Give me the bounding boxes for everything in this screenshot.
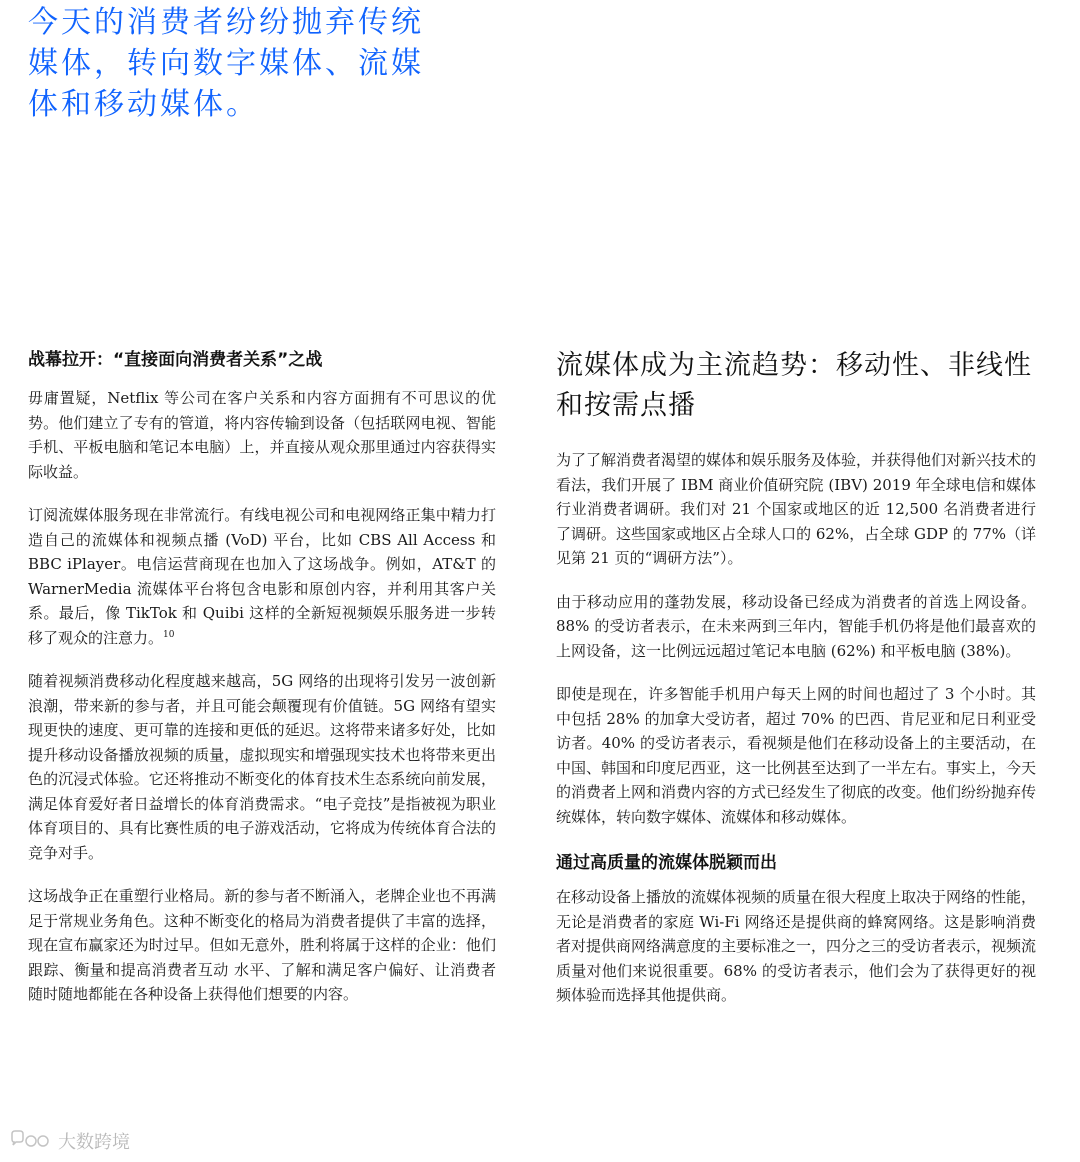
paragraph: 即使是现在，许多智能手机用户每天上网的时间也超过了 3 个小时。其中包括 28% 的加拿大受访者，超过 70% 的巴西、肯尼亚和尼日利亚受访者。40% 的受访者表示，看视频是他们在移动设备上的主要活动，在中国、韩国和印度尼西亚，这一比例甚至达到了一半左右。事实上，今天的消费者上网和消费内容的方式已经发生了彻底的改变。他们纷纷抛弃传统媒体，转向数字媒体、流媒体和移动媒体。 — [556, 685, 1037, 826]
watermark-text: 大数跨境 — [58, 1132, 130, 1153]
section-title-battle: 战幕拉开：“直接面向消费者关系”之战 — [28, 350, 323, 370]
footnote-marker: 10 — [163, 629, 175, 640]
paragraph: 由于移动应用的蓬勃发展，移动设备已经成为消费者的首选上网设备。88% 的受访者表示，在未来两到三年内，智能手机仍将是他们最喜欢的上网设备，这一比例远远超过笔记本电脑 (62%) 和平板电脑 (38%)。 — [556, 592, 1036, 660]
paragraph: 毋庸置疑，Netflix 等公司在客户关系和内容方面拥有不可思议的优势。他们建立了专有的管道，将内容传输到设备（包括联网电视、智能手机、平板电脑和笔记本电脑）上，并直接从观众那里通过内容获得实际收益。 — [28, 389, 496, 481]
paragraph: 这场战争正在重塑行业格局。新的参与者不断涌入，老牌企业也不再满足于常规业务角色。这种不断变化的格局为消费者提供了丰富的选择，现在宣布赢家还为时过早。但如无意外，胜利将属于这样的企业：他们跟踪、衡量和提高消费者互动 水平、了解和满足客户偏好、让消费者随时随地都能在各种设备上获得他们想要的内容。 — [28, 887, 496, 1003]
paragraph: 为了了解消费者渴望的媒体和娱乐服务及体验，并获得他们对新兴技术的看法，我们开展了 IBM 商业价值研究院 (IBV) 2019 年全球电信和媒体行业消费者调研。我们对 21 个国家或地区的近 12,500 名消费者进行了调研。这些国家或地区占全球人口的 62%，占全球 GDP 的 77%（详见第 21 页的“调研方法”）。 — [556, 451, 1037, 567]
section-title-streaming-trend: 流媒体成为主流趋势：移动性、非线性和按需点播 — [556, 350, 1032, 421]
left-column — [28, 348, 496, 1026]
right-column — [556, 348, 1036, 1027]
paragraph: 随着视频消费移动化程度越来越高，5G 网络的出现将引发另一波创新浪潮，带来新的参与者，并且可能会颠覆现有价值链。5G 网络有望实现更快的速度、更可靠的连接和更低的延迟。这将带来诸多好处，比如提升移动设备播放视频的质量，虚拟现实和增强现实技术也将带来更出色的沉浸式体验。它还将推动不断变化的体育技术生态系统向前发展，满足体育爱好者日益增长的体育消费需求。“电子竞技”是指被视为职业体育项目的、具有比赛性质的电子游戏活动，它将成为传统体育合法的竞争对手。 — [28, 672, 496, 862]
paragraph: 在移动设备上播放的流媒体视频的质量在很大程度上取决于网络的性能，无论是消费者的家庭 Wi-Fi 网络还是提供商的蜂窝网络。这是影响消费者对提供商网络满意度的主要标准之一，四分之三的受访者表示，视频流质量对他们来说很重要。68% 的受访者表示，他们会为了获得更好的视频体验而选择其他提供商。 — [556, 888, 1037, 1004]
paragraph-text: 订阅流媒体服务现在非常流行。有线电视公司和电视网络正集中精力打造自己的流媒体和视频点播 (VoD) 平台，比如 CBS All Access 和 BBC iPlayer。电信运营商现在也加入了这场战争。例如，AT&T 的 WarnerMedia 流媒体平台将包含电影和原创内容，并利用其客户关系。最后，像 TikTok 和 Quibi 这样的全新短视频娱乐服务进一步转移了观众的注意力。 — [28, 506, 496, 647]
pull-quote: 今天的消费者纷纷抛弃传统媒体，转向数字媒体、流媒体和移动媒体。 — [28, 5, 424, 122]
watermark-logo-icon — [8, 1130, 52, 1152]
subsection-title-quality: 通过高质量的流媒体脱颖而出 — [556, 853, 777, 873]
watermark — [8, 1128, 130, 1154]
paragraph-streaming-subscription — [28, 503, 496, 650]
